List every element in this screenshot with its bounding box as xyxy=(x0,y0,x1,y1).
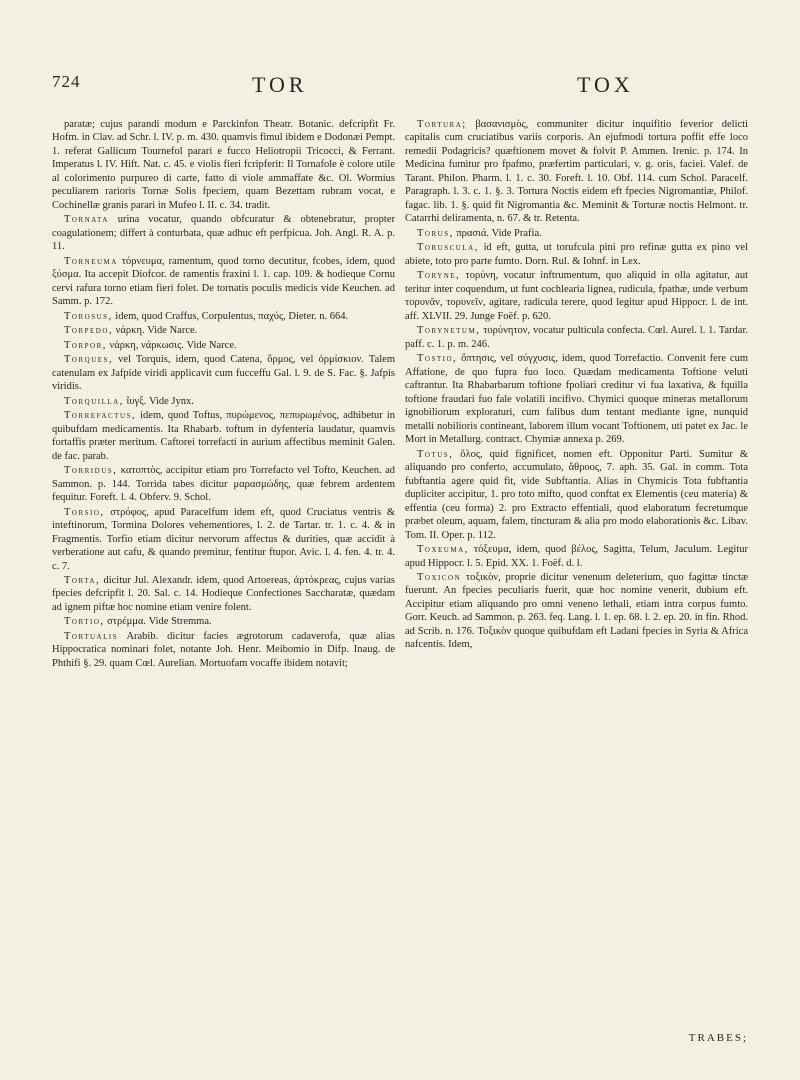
entry-text: τοξικὸν, proprie dicitur venenum deleterium, quo fagittæ tinctæ fuerunt. An fpecies peculiaris fuerit, quæ hoc nomine venerit, dubium eft. Accipitur etiam aliquando pro omni veneno lethali, etiam intra corpus fumto. Gorr. Keuch. ad Sammon. p. 263. feq. Lang. l. 1. ep. 68. l. 2. ep. 20. in fin. Rhod. ad Scrib. n. 176. Τοξικὸν quoque quibufdam eft Ladani fpecies in Syria & Africa nafcentis. Idem, xyxy=(405,571,749,651)
entry-headword: Tortio, xyxy=(64,616,105,628)
left-column xyxy=(52,118,395,671)
dictionary-entry xyxy=(405,352,748,446)
dictionary-entry xyxy=(405,227,748,240)
running-head-right: TOX xyxy=(577,72,634,97)
dictionary-entry xyxy=(405,269,748,323)
dictionary-entry xyxy=(52,506,395,573)
catchword: TRABES; xyxy=(688,1032,748,1044)
page-number: 724 xyxy=(52,72,81,91)
entry-headword: Torynetum, xyxy=(417,325,481,337)
dictionary-entry xyxy=(52,353,395,393)
entry-text: τορύνητον, vocatur pulticula confecta. Cœl. Aurel. l. 1. Tardar. paff. c. 1. p. m. 246. xyxy=(405,325,748,350)
entry-text: ὄπτησις, vel σύγχυσις, idem, quod Torrefactio. Convenit fere cum Affatione, de quo fupra fuo loco. Quædam medicamenta Toftione veluti caftrantur. Ita Rhabarbarum toftione fpoliari creditur vi fua laxativa, & fquilla toftione fraudari fuo fale volatili incifivo. Chymici quoque mineras metallorum ignobiliorum exploraturi, cum falibus dum tentant mediante igne, nunquid metalli nobilioris contineant, laborem illum vocant Toftionem, uti patet ex Jac. le Mort in Metallurg. contract. Chymiæ annexa p. 269. xyxy=(405,353,748,446)
dictionary-entry xyxy=(52,464,395,504)
entry-text: τόξευμα, idem, quod βέλος, Sagitta, Telum, Jaculum. Legitur apud Hippocr. l. 5. Epid. XX. 1. Foëf. d. l. xyxy=(405,544,749,569)
entry-headword: Torus, xyxy=(417,227,454,239)
entry-text: νάρκη, νάρκωσις. Vide Narce. xyxy=(109,339,237,351)
entry-headword: Torridus, xyxy=(64,465,118,477)
dictionary-entry xyxy=(52,409,395,463)
dictionary-entry xyxy=(52,324,395,337)
entry-text: ὅλος, quid fignificet, nomen eft. Opponitur Parti. Sumitur & aliquando pro conferto, accumulato, ἄθροος, 7. aph. 35. Gal. in comm. Tota fubftantia agere quid fit, vide Subftantia. Alias in Chymicis Tota fubftantia dupliciter accipitur, 1. pro toto mifto, quod conftat ex Elementis (ceu materia) & effentia (ceu forma) 2. pro Extracto effentiali, quod elaboratum fecretumque præbet oleum, aquam, falem, tincturam & alia pro modo elaborationis &c. Libav. Tom. II. Oper. p. 112. xyxy=(405,448,749,541)
entry-headword: Toxeuma, xyxy=(417,544,469,556)
entry-headword: Tortura; xyxy=(417,119,467,130)
entry-text: τορύνη, vocatur inftrumentum, quo aliquid in olla agitatur, aut teritur inter coquendum, ut funt cochlearia lignea, rudicula, fpathæ, unde verbum τορυνᾶν, τορυνεῖν, agitare, radicula terere, quod legitur apud Hippocr. l. de int. aff. XLVII. 29. Junge Foëf. p. 620. xyxy=(405,270,749,322)
entry-headword: Torrefactus, xyxy=(64,410,137,422)
entry-text: ἴυγξ. Vide Jynx. xyxy=(126,395,194,407)
entry-headword: Torques, xyxy=(64,354,114,366)
entry-headword: Torta, xyxy=(64,574,101,586)
right-column xyxy=(405,118,748,653)
entry-text: κατοπτὸς, accipitur etiam pro Torrefacto vel Tofto, Keuchen. ad Sammon. p. 144. Torrida tabes dicitur μαρασμώδης, quæ febrem ardentem fequitur. Foreft. l. 4. Obferv. 9. Schol. xyxy=(52,465,396,504)
entry-text: idem, quod Craffus, Corpulentus, παχύς, Dieter. n. 664. xyxy=(115,310,349,322)
entry-headword: Toruscula, xyxy=(417,242,479,254)
entry-text: paratæ; cujus parandi modum e Parckinfon Theatr. Botanic. defcripfit Fr. Hofm. in Clav. ad Schr. l. IV. p. m. 430. quamvis fimul ibidem e Dodonæi Pempt. 1. referat Gallicum Tournefol parari e fucco Heliotropii Tricocci, & Ferrant. Imperatus l. IV. Hift. Nat. c. 45. e violis fieri fcripferit: Il Tornafole è colore utile al colorimento purpureo di carte, fatto di viole ammaffate &c. Ol. Wormius peculiarem rarioris Tornæ Solis fpeciem, quam Bezettam rubram vocat, e Cochinellæ granis parari in Mufeo l. II. c. 34. tradit. xyxy=(52,119,395,211)
dictionary-entry xyxy=(52,213,395,253)
entry-text: Arabib. dicitur facies ægrotorum cadaverofa, quæ alias Hippocratica nominari folet, notante Joh. Henr. Meibomio in Difp. Inaug. de Phthifi §. 29. quam Cœl. Aurelian. Mortuofam vocaffe ibidem notavit; xyxy=(52,630,396,669)
entry-headword: Tornata xyxy=(64,214,109,226)
entry-text: βασανισμὸς, communiter dicitur inquifitio feverior delicti capitalis cum cruciatibus variis corporis. An ejufmodi tortura poffit effe loco remedii Podagricis? quæftionem movet & folvit P. Ammen. Irenic. p. 174. In Medicina fumitur pro fpafmo, præfertim particulari, v. g. oris, faciei. Valef. de Tarant. Philon. Pharm. l. 1. c. 30. Foreft. l. 10. Obf. 114. cum Schol. Paracelf. Paragraph. l. 3. c. 1. §. 3. Tortura Noctis eidem eft fpecies Nigromantiæ, Philof. fagac. lib. 1. §. quid fit Nigromantia &c. Meminit & Torturæ noctis Helmont. tr. Catarrhi deliramenta, n. 67. & tr. Retenta. xyxy=(405,119,748,225)
entry-text: id eft, gutta, ut torufcula pini pro refinæ gutta ex pino vel abiete, toto pro parte fumto. Dorn. Rul. & Iohnf. in Lex. xyxy=(405,242,748,267)
dictionary-entry xyxy=(405,324,748,351)
dictionary-entry xyxy=(52,630,395,670)
entry-text: urina vocatur, quando obfcuratur & obtenebratur, propter coagulationem; differt à conturbata, quæ adhuc eft perfpicua. Joh. Angl. R. A. p. 11. xyxy=(52,214,396,253)
page-header xyxy=(52,72,748,102)
entry-headword: Totus, xyxy=(417,448,454,460)
entry-headword: Tortualis xyxy=(64,630,119,642)
dictionary-entry xyxy=(52,310,395,323)
entry-text: στρόφος, apud Paracelfum idem eft, quod Cruciatus ventris & inteftinorum, Tormina Dolores vehementiores, l. 2. de Tartar. tr. 1. c. 4. & in Fragmentis. Torfio etiam dicitur nervorum affectus & durities, quæ accidit à verberatione aut cafu, & quando premitur, fentitur ftupor. Avic. l. 4. fen. 4. tr. 4. c. 7. xyxy=(52,506,395,572)
entry-headword: Tostio, xyxy=(417,353,458,365)
entry-headword: Torpedo, xyxy=(64,325,114,337)
dictionary-entry xyxy=(52,574,395,614)
entry-text: dicitur Jul. Alexandr. idem, quod Artoereas, ἀρτόκρεας, cujus varias fpecies defcripfit l. 20. Sal. c. 14. Hodieque Confectiones Saccharatæ, quædam ad ignem piftæ hoc nomine etiam venire folent. xyxy=(52,574,396,613)
entry-text: τόρνευμα, ramentum, quod torno decutitur, fcobes, idem, quod ξύσμα. Ita accepit Diofcor. de ramentis fraxini l. 1. cap. 109. & hodieque Cornu cervi rafura torno etiam fieri folet. De tornatis poculis medicis vide Keuchen. ad Samm. p. 172. xyxy=(52,255,395,308)
entry-headword: Torsio, xyxy=(64,506,105,518)
dictionary-entry xyxy=(405,571,748,652)
dictionary-entry xyxy=(405,448,748,542)
dictionary-entry xyxy=(52,339,395,352)
entry-headword: Toxicon xyxy=(417,571,462,583)
running-head-left: TOR xyxy=(252,72,308,97)
entry-headword: Torquilla, xyxy=(64,395,124,407)
entry-text: νάρκη. Vide Narce. xyxy=(115,325,198,337)
dictionary-entry xyxy=(52,255,395,309)
entry-text: στρέμμα. Vide Stremma. xyxy=(107,616,212,628)
dictionary-entry xyxy=(405,543,748,570)
dictionary-entry xyxy=(405,241,748,268)
dictionary-entry xyxy=(405,118,748,226)
entry-text: πρασιά. Vide Prafia. xyxy=(456,227,542,239)
entry-headword: Torpor, xyxy=(64,339,107,351)
entry-text: idem, quod Toftus, πυρώμενος, πεπυρωμένος, adhibetur in quibufdam medicamentis. Ita Rhabarb. toftum in dyfenteria laudatur, quamvis fortaffis præter meritum. Caftorei torrefacti in aurium affectibus meminit Galen. de fac. parab. xyxy=(52,410,395,462)
entry-headword: Torosus, xyxy=(64,310,113,322)
dictionary-entry xyxy=(52,615,395,628)
dictionary-entry xyxy=(52,118,395,212)
dictionary-entry xyxy=(52,395,395,408)
entry-headword: Toryne, xyxy=(417,270,461,282)
entry-text: vel Torquis, idem, quod Catena, ὅρμος, vel ὁρμίσκιον. Talem catenulam ex Jafpide viridi applicavit cum fucceffu Gal. l. 9. de S. Fac. §. Jafpis viridis. xyxy=(52,354,396,393)
entry-headword: Torneuma xyxy=(64,255,118,267)
